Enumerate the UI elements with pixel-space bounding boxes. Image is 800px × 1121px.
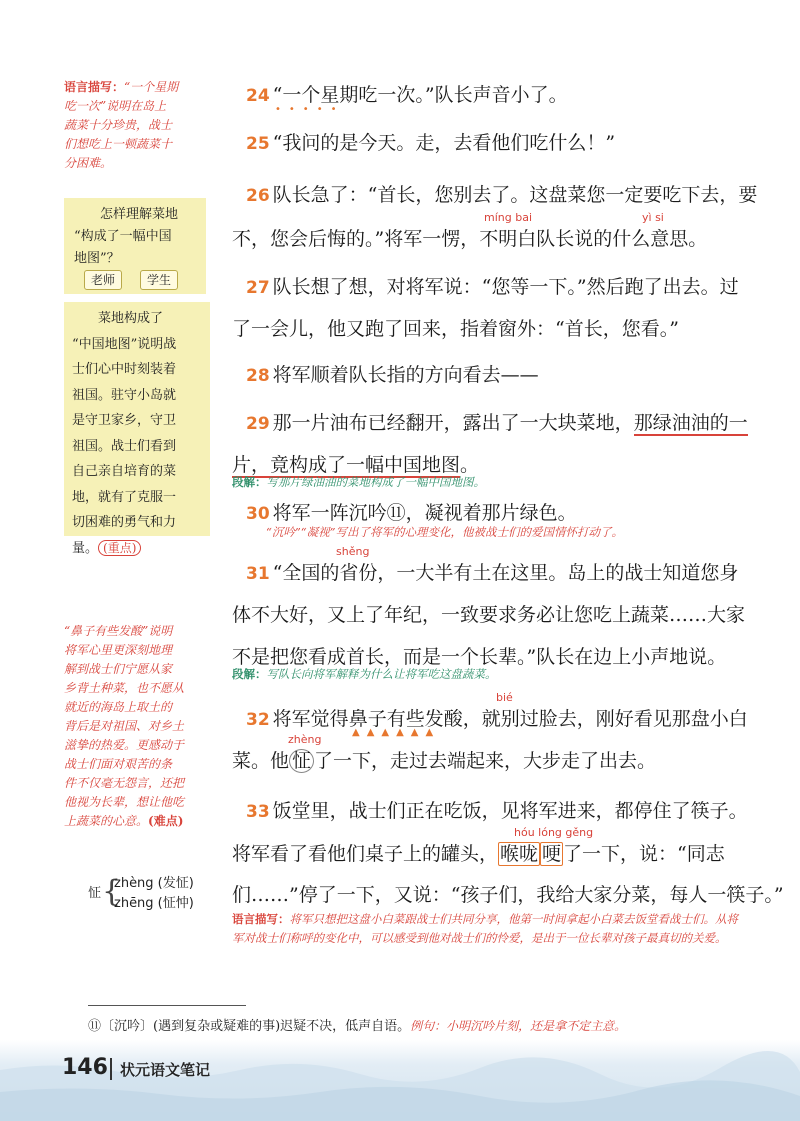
language-description-note: 语言描写：将军只想把这盘小白菜跟战士们共同分享，他第一时间拿起小白菜去饭堂看战士们。从将军对战士们称呼的变化中，可以感受到他对战士们的怜爱，是出于一位长辈对孩子最真切的关爱。 [232,912,738,945]
student-label: 学生 [140,270,178,290]
boxed-word: 哽 [542,843,562,865]
question-line: 地图”？ [74,251,120,266]
pronunciation-note [88,872,218,912]
pron-char: 怔 [88,886,102,901]
side-note-language: 语言描写：“一个星期 吃一次”说明在岛上 蔬菜十分珍贵，战士 们想吃上一顿蔬菜十 分困难。 [64,80,179,170]
footnote-example: 例句：小明沉吟片刻，还是拿不定主意。 [410,1019,627,1033]
wave-decoration-icon [0,1040,800,1121]
boxed-word: 喉咙 [500,843,539,865]
paragraph-26-line2: 不，您会后悔的。”将军一愣，不明白队长说的什么意思。 [232,228,708,250]
pinyin: bié [496,691,513,704]
paragraph-33-line3: 们……”停了一下，又说：“孩子们，我给大家分菜，每人一筷子。” [232,884,784,906]
pinyin: míng bai [484,211,533,224]
brace-icon: { [102,874,122,909]
paragraph-26-line1: 26 队长急了：“首长，您别去了。这盘菜您一定要吃下去，要 [246,184,758,206]
difficulty-badge: (难点) [148,814,184,828]
key-point-badge: (重点) [98,540,141,556]
footer-wave-background [0,1040,800,1121]
pron-line: zhēng (怔忡) [114,896,194,911]
teacher-label: 老师 [84,270,122,290]
paragraph-33-line1: 33 饭堂里，战士们正在吃饭，见将军进来，都停住了筷子。 [246,800,748,822]
paragraph-annotation: “沉吟”“凝视”写出了将军的心理变化，他被战士们的爱国情怀打动了。 [266,525,624,539]
question-line: “构成了一幅中国 [74,229,172,244]
emphasis-triangles: ▲▲▲▲▲▲ [352,727,441,738]
paragraph-29-line2: 片，竟构成了一幅中国地图。 [232,454,480,476]
paragraph-32-line2: 菜。他 怔 了一下，走过去端起来，大步走了出去。 [232,750,657,772]
circled-char: 怔 [289,749,314,773]
pron-line: zhèng (发怔) [114,876,194,891]
footnote: ⑪〔沉吟〕(遇到复杂或疑难的事)迟疑不决，低声自语。例句：小明沉吟片刻，还是拿不定主意。 [88,1019,627,1034]
paragraph-32-line1: 32 将军觉得鼻子有些发酸，就别过脸去，刚好看见那盘小白 [246,708,748,730]
side-note-difficulty: “鼻子有些发酸”说明 将军心里更深刻地理 解到战士们宁愿从家 乡背土种菜，也不愿从 就近的海岛上取土的 背后是对祖国、对乡土 滋挚的热爱。更感动于 战士们面对艰苦的条 件不仅毫无怨言，还把 他视为长辈，想让他吃 上蔬菜的心意。(难点) [64,624,185,828]
book-title: 状元语文笔记 [120,1061,211,1079]
paragraph-28: 28 将军顺着队长指的方向看去—— [246,364,539,386]
emphasis-dots: ••••• [275,104,345,115]
footer-separator [110,1058,112,1080]
paragraph-31-line3: 不是把您看成首长，而是一个长辈。”队长在边上小声地说。 [232,646,727,668]
footnote-divider [88,1005,246,1006]
paragraph-27-line1: 27 队长想了想，对将军说：“您等一下。”然后跑了出去。过 [246,276,739,298]
question-line: 怎样理解菜地 [100,207,179,222]
question-box [64,198,206,294]
answer-box: 菜地构成了 “中国地图”说明战 士们心中时刻装着 祖国。驻守小岛就 是守卫家乡，守卫 祖国。战士们看到 自己亲自培育的菜 地，就有了克服一 切困难的勇气和力 量。 (重点) [64,302,210,536]
role-labels [84,270,178,290]
underlined-phrase: 一幅中国地图 [346,454,461,476]
paragraph-30: 30 将军一阵沉吟⑪，凝视着那片绿色。 [246,502,577,524]
paragraph-27-line2: 了一会儿，他又跑了回来，指着窗外：“首长，您看。” [232,318,679,340]
pinyin: hóu lóng gěng [514,826,594,839]
paragraph-annotation: 段解：写队长向将军解释为什么让将军吃这盘蔬菜。 [232,667,497,681]
paragraph-25: 25 “我问的是今天。走，去看他们吃什么！” [246,132,616,154]
underlined-phrase: 那绿油油的一 [633,412,748,434]
pinyin: shěng [336,545,370,558]
emphasized-phrase: 鼻子有些发酸 [348,708,463,730]
paragraph-33-line2: 将军看了看他们桌子上的罐头， 喉咙 哽 了一下，说：“同志 [232,843,725,865]
paragraph-31-line2: 体不大好，又上了年纪，一致要求务必让您吃上蔬菜……大家 [232,604,746,626]
paragraph-29-line1: 29 那一片油布已经翻开，露出了一大块菜地，那绿油油的一 [246,412,748,434]
pinyin: yì si [642,211,664,224]
paragraph-31-line1: 31 “全国的省份，一大半有土在这里。岛上的战士知道您身 [246,562,739,584]
page-number: 146 [62,1055,108,1080]
paragraph-annotation: 段解：写那片绿油油的菜地构成了一幅中国地图。 [232,475,485,489]
paragraph-24: 24 “一个星期吃一次。”队长声音小了。 [246,84,568,106]
side-note-label: 语言描写： [64,80,125,94]
pinyin: zhèng [288,733,322,746]
